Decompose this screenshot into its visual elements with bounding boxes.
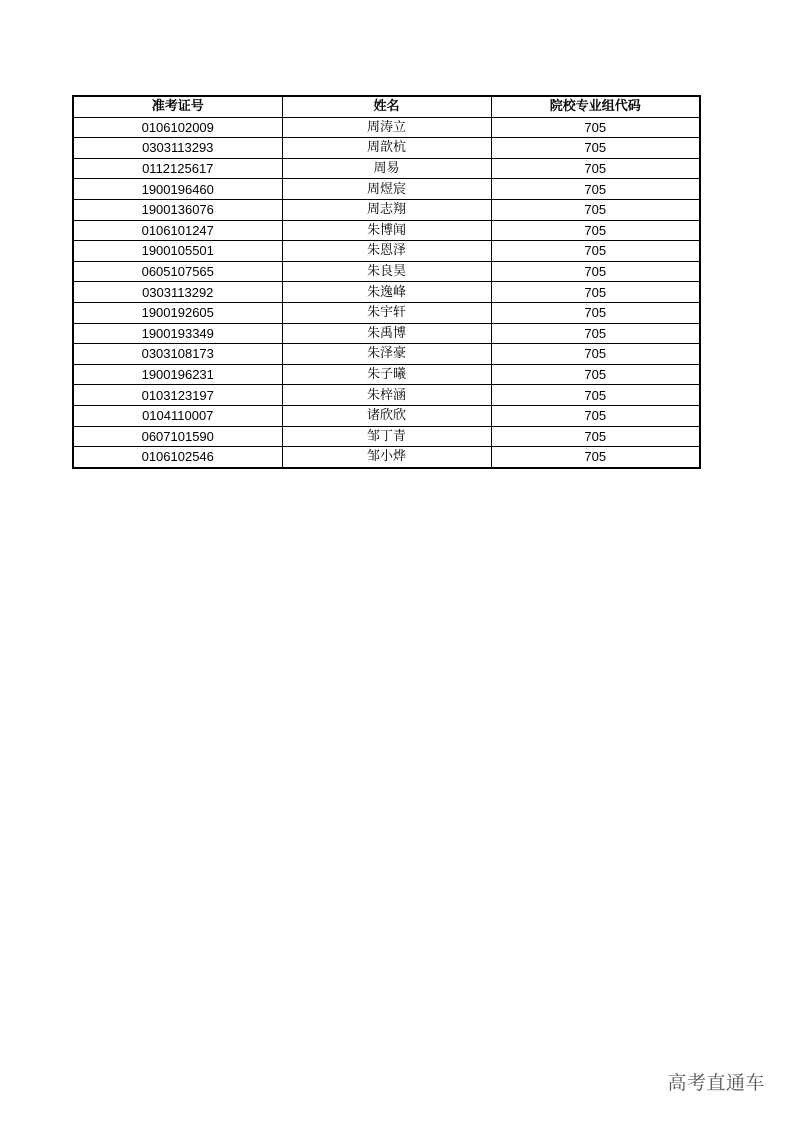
group-code-cell: 705 [491, 426, 700, 447]
exam-number-cell: 0605107565 [73, 261, 282, 282]
student-name-cell: 朱恩泽 [282, 241, 491, 262]
student-name-cell: 周涛立 [282, 117, 491, 138]
student-name-cell: 周歆杭 [282, 138, 491, 159]
group-code-cell: 705 [491, 158, 700, 179]
table-row [73, 282, 700, 303]
table-row [73, 117, 700, 138]
student-name-cell: 周易 [282, 158, 491, 179]
group-code-cell: 705 [491, 364, 700, 385]
group-code-cell: 705 [491, 447, 700, 468]
group-code-cell: 705 [491, 220, 700, 241]
exam-number-cell: 0303113293 [73, 138, 282, 159]
student-name-cell: 邹丁青 [282, 426, 491, 447]
exam-number-cell: 0303113292 [73, 282, 282, 303]
header-exam-number: 准考证号 [73, 96, 282, 117]
exam-number-cell: 1900136076 [73, 199, 282, 220]
group-code-cell: 705 [491, 179, 700, 200]
group-code-cell: 705 [491, 385, 700, 406]
header-name: 姓名 [282, 96, 491, 117]
student-name-cell: 朱禹博 [282, 323, 491, 344]
exam-number-cell: 1900105501 [73, 241, 282, 262]
student-name-cell: 朱良昊 [282, 261, 491, 282]
group-code-cell: 705 [491, 323, 700, 344]
exam-number-cell: 0104110007 [73, 405, 282, 426]
student-name-cell: 诸欣欣 [282, 405, 491, 426]
group-code-cell: 705 [491, 241, 700, 262]
table-row [73, 241, 700, 262]
student-name-cell: 朱逸峰 [282, 282, 491, 303]
exam-number-cell: 0103123197 [73, 385, 282, 406]
table-row [73, 199, 700, 220]
table-row [73, 261, 700, 282]
table-header-row [73, 96, 700, 117]
table-row [73, 447, 700, 468]
exam-number-cell: 1900193349 [73, 323, 282, 344]
exam-number-cell: 1900192605 [73, 302, 282, 323]
group-code-cell: 705 [491, 405, 700, 426]
group-code-cell: 705 [491, 199, 700, 220]
table-row [73, 323, 700, 344]
table-row [73, 364, 700, 385]
group-code-cell: 705 [491, 282, 700, 303]
group-code-cell: 705 [491, 138, 700, 159]
watermark-logo-text: 高考直通车 [667, 1072, 765, 1094]
admission-list-sheet [72, 95, 699, 469]
group-code-cell: 705 [491, 344, 700, 365]
exam-number-cell: 1900196231 [73, 364, 282, 385]
student-name-cell: 周煜宸 [282, 179, 491, 200]
exam-number-cell: 0106102009 [73, 117, 282, 138]
student-name-cell: 朱子曦 [282, 364, 491, 385]
table-row [73, 385, 700, 406]
table-row [73, 302, 700, 323]
group-code-cell: 705 [491, 117, 700, 138]
table-row [73, 179, 700, 200]
group-code-cell: 705 [491, 302, 700, 323]
table-row [73, 344, 700, 365]
group-code-cell: 705 [491, 261, 700, 282]
table-row [73, 220, 700, 241]
header-group-code: 院校专业组代码 [491, 96, 700, 117]
table-row [73, 138, 700, 159]
table-row [73, 158, 700, 179]
student-name-cell: 周志翔 [282, 199, 491, 220]
exam-number-cell: 0106102546 [73, 447, 282, 468]
student-name-cell: 朱宇轩 [282, 302, 491, 323]
admission-table [72, 95, 701, 469]
table-body [73, 117, 700, 468]
table-row [73, 405, 700, 426]
student-name-cell: 邹小烨 [282, 447, 491, 468]
exam-number-cell: 0607101590 [73, 426, 282, 447]
table-row [73, 426, 700, 447]
student-name-cell: 朱梓涵 [282, 385, 491, 406]
exam-number-cell: 1900196460 [73, 179, 282, 200]
student-name-cell: 朱泽豪 [282, 344, 491, 365]
exam-number-cell: 0106101247 [73, 220, 282, 241]
student-name-cell: 朱博闻 [282, 220, 491, 241]
exam-number-cell: 0112125617 [73, 158, 282, 179]
exam-number-cell: 0303108173 [73, 344, 282, 365]
